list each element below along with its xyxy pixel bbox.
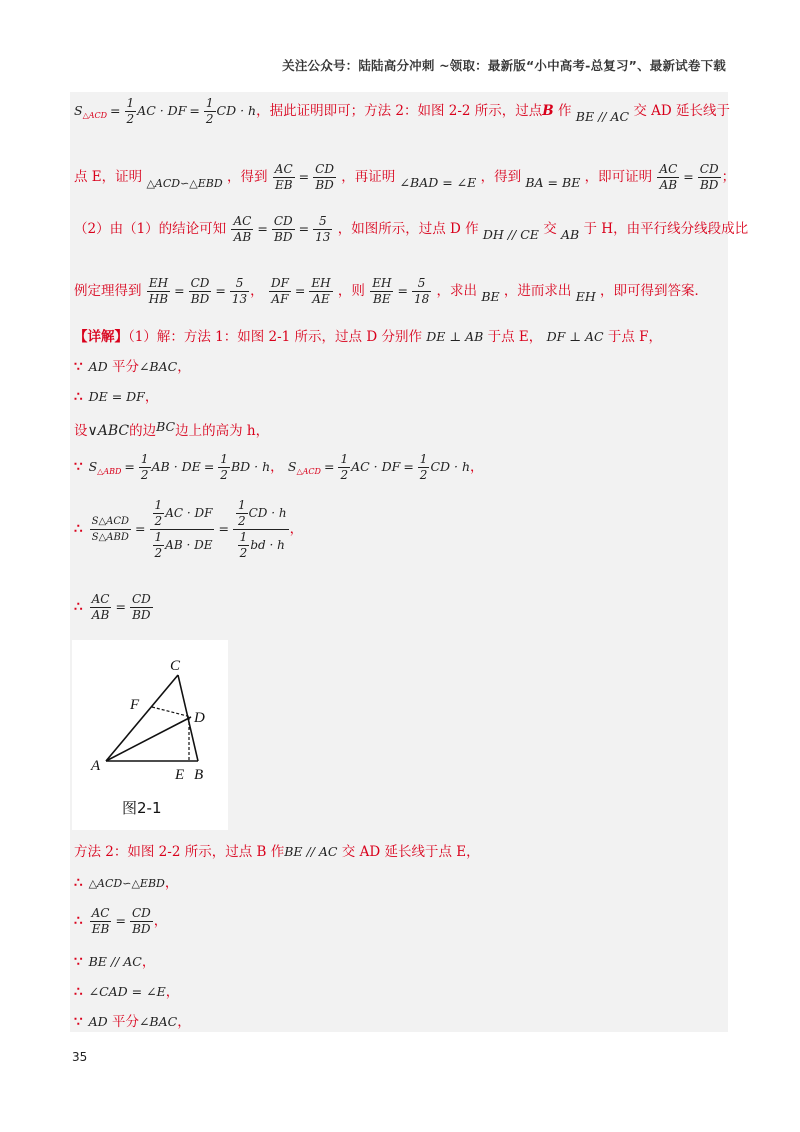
text-span: ，如图所示，过点 D 作 <box>337 221 479 237</box>
text-span: ，即可证明 <box>584 169 653 185</box>
label-d: D <box>194 710 205 726</box>
text-span: （1）解：方法 1：如图 2-1 所示，过点 D 分别作 <box>128 329 422 345</box>
text-span: （2）由（1）的结论可知 <box>74 221 227 237</box>
math-expr: CD · h <box>216 103 257 118</box>
line-4: 例定理得到 $\frac{EH}{HB}$ = $\frac{CD}{BD}$ = $\frac{5}{13}$ ， $\frac{DF}{AF}$ = $\frac{EH}{AE}$ ，则 $\frac{EH}{BE}$ = $\frac{5}{18}$ ，求出 BE ，进而求出 EH ，即可得到答案． <box>74 276 709 306</box>
text-span: 于点 F， <box>607 329 663 345</box>
math-expr: AC · DF <box>137 103 187 118</box>
page-header: 关注公众号：陆陆高分冲刺 ~领取：最新版“小中高考-总复习”、最新试卷下载 <box>282 58 726 73</box>
line-16: ∴ ∠CAD = ∠E， <box>74 984 180 1000</box>
therefore-symbol: ∴ <box>74 913 83 929</box>
detail-label: 【详解】 <box>74 329 128 345</box>
math-parallel: DH // CE <box>482 227 539 242</box>
therefore-symbol: ∴ <box>74 599 83 615</box>
segment-ad <box>106 717 191 761</box>
text-span: 于点 E， <box>487 329 543 345</box>
because-symbol: ∵ <box>74 954 83 970</box>
because-symbol: ∵ <box>74 1014 83 1030</box>
triangle-figure <box>72 640 228 830</box>
line-8: 设∨ABC的边BC边上的高为 h， <box>74 419 270 439</box>
text-span: 交 <box>543 221 557 237</box>
line-15: ∵ BE // AC， <box>74 954 156 970</box>
label-c: C <box>170 658 181 674</box>
therefore-symbol: ∴ <box>74 521 83 537</box>
math-perp: DE ⊥ AB <box>426 329 484 344</box>
because-symbol: ∵ <box>74 459 83 475</box>
line-11: ∴ $\frac{AC}{AB}$ = $\frac{CD}{BD}$ <box>74 592 151 622</box>
math-perp: DF ⊥ AC <box>546 329 604 344</box>
line-2: 点 E，证明 $_{\triangle ACD∽\triangle EBD}$ ，得到 $\frac{AC}{EB}$ = $\frac{CD}{BD}$ ，再证明 ∠BAD = ∠E ，得到 BA = BE ，即可证明 $\frac{AC}{AB}$ = $\frac{CD}{BD}$ ； <box>74 162 736 192</box>
because-symbol: ∵ <box>74 359 83 375</box>
math-parallel: BE // AC <box>575 109 630 124</box>
text-span: ，即可得到答案． <box>600 283 709 299</box>
math-similar: △ACD∽△EBD <box>146 177 223 190</box>
math-s: S <box>74 103 83 118</box>
label-a: A <box>91 758 101 774</box>
math-equal: BA = BE <box>525 175 581 190</box>
math-sub: △ACD <box>82 111 108 120</box>
text-span: 于 H，由平行线分线段成比 <box>583 221 749 237</box>
text-span: 交 AD 延长线于 <box>633 103 731 119</box>
text-span: 作 <box>558 103 572 119</box>
math-segment: AB <box>560 227 580 242</box>
line-1: $S_{\triangle ACD}$ = $\frac{1}{2}$ AC · DF = $\frac{1}{2}$ CD · h，据此证明即可；方法 2：如图 2-2 所示，过点B 作 BE // AC 交 AD 延长线于 <box>74 96 731 126</box>
text-span: 例定理得到 <box>74 283 142 299</box>
figure-2-1 <box>72 640 228 830</box>
math-angle: ∠BAD = ∠E <box>399 175 477 190</box>
label-f: F <box>130 697 140 713</box>
line-10: ∴ $\frac{\text{S△ACD}}{\text{S△ABD}}$ = $\frac{1}{2}$ AC · DF $\frac{1}{2}$ AB · DE = $\frac{1}{2}$ CD · h $\frac{1}{2}$ bd · h ， <box>74 498 304 560</box>
line-5 <box>74 328 662 346</box>
therefore-symbol: ∴ <box>74 389 83 405</box>
line-3: （2）由（1）的结论可知 $\frac{AC}{AB}$ = $\frac{CD}{BD}$ = $\frac{5}{13}$ ，如图所示，过点 D 作 DH // CE 交 AB 于 H，由平行线分线段成比 <box>74 214 749 244</box>
point-b: B <box>542 103 554 119</box>
line-6: ∵ AD 平分∠BAC， <box>74 359 191 375</box>
figure-caption: 图2-1 <box>122 799 162 817</box>
line-7: ∴ DE = DF， <box>74 389 159 405</box>
math-segment: EH <box>575 289 596 304</box>
line-9: ∵ $S_{\triangle ABD}$ = $\frac{1}{2}$ AB · DE = $\frac{1}{2}$ BD · h， $S_{\triangle ACD}$ = $\frac{1}{2}$ AC · DF = $\frac{1}{2}$ CD · h， <box>74 452 484 482</box>
text-span: ，再证明 <box>341 169 396 185</box>
text-span: ，进而求出 <box>503 283 572 299</box>
page-number: 35 <box>72 1050 88 1064</box>
text-span: 点 E，证明 <box>74 169 143 185</box>
text-span: ，则 <box>337 283 365 299</box>
label-b: B <box>194 767 204 783</box>
line-14: ∴ $\frac{AC}{EB}$ = $\frac{CD}{BD}$ ， <box>74 906 168 936</box>
text-span: ，求出 <box>436 283 478 299</box>
label-e: E <box>175 767 185 783</box>
math-segment: BE <box>481 289 500 304</box>
line-13: ∴ △ACD∽△EBD， <box>74 875 179 891</box>
therefore-symbol: ∴ <box>74 984 83 1000</box>
line-17: ∵ AD 平分∠BAC， <box>74 1014 191 1030</box>
therefore-symbol: ∴ <box>74 875 83 891</box>
line-12: 方法 2：如图 2-2 所示，过点 B 作BE // AC 交 AD 延长线于点 E， <box>74 844 480 860</box>
text-span: ，得到 <box>480 169 522 185</box>
segment-ac <box>106 675 178 761</box>
text-span: ，得到 <box>227 169 268 185</box>
text-span: ，据此证明即可；方法 2：如图 2-2 所示，过点 <box>256 103 543 119</box>
